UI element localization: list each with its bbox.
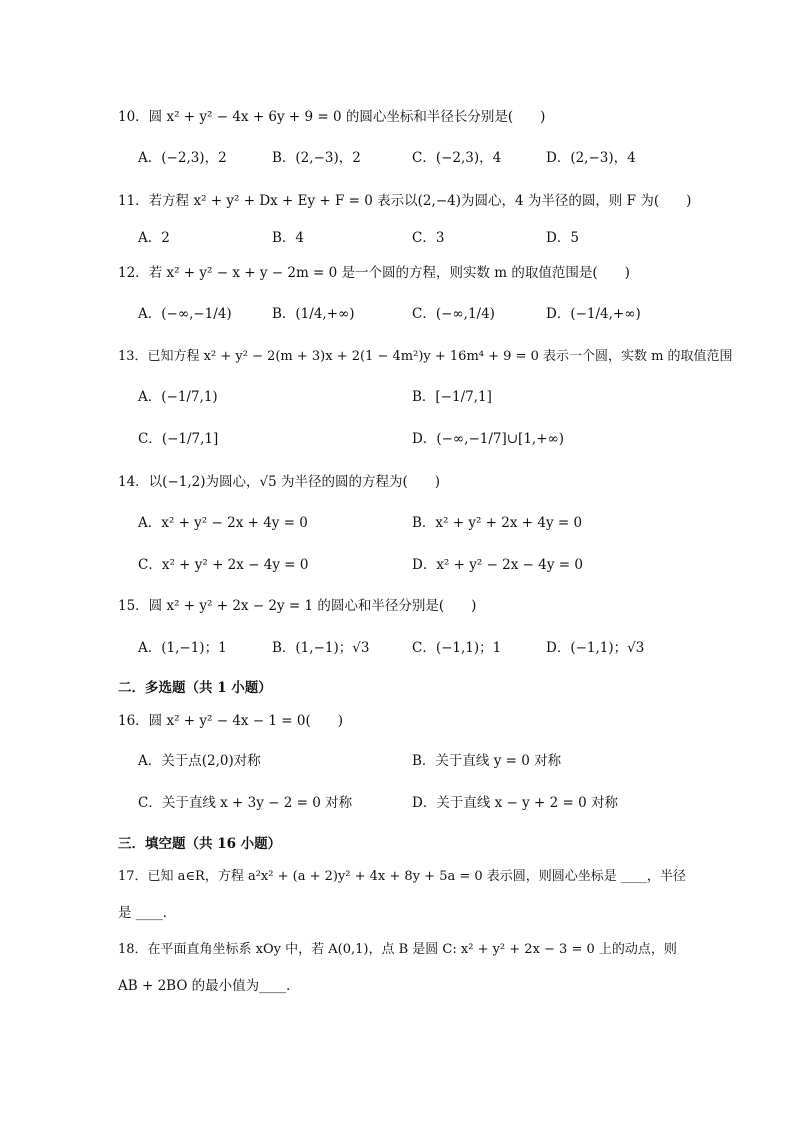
q13-option-d: D．(−∞,−1/7]∪[1,+∞) <box>412 431 565 447</box>
q12-option-b: B．(1/4,+∞) <box>272 306 355 322</box>
q13-option-c: C．(−1/7,1] <box>138 431 219 447</box>
q16-option-b: B．关于直线 y = 0 对称 <box>412 753 562 769</box>
q11-option-d: D．5 <box>546 230 579 246</box>
q11-option-b: B．4 <box>272 230 305 246</box>
q10-option-c: C．(−2,3)，4 <box>412 150 502 166</box>
question-10-stem: 10．圆 x² + y² − 4x + 6y + 9 = 0 的圆心坐标和半径长分别是( ) <box>118 109 546 125</box>
q10-option-b: B．(2,−3)，2 <box>272 150 361 166</box>
q14-option-b: B．x² + y² + 2x + 4y = 0 <box>412 515 583 531</box>
q10-option-a: A．(−2,3)，2 <box>138 150 227 166</box>
question-16-stem: 16．圆 x² + y² − 4x − 1 = 0( ) <box>118 713 344 729</box>
q12-option-a: A．(−∞,−1/4) <box>138 306 232 322</box>
q15-option-d: D．(−1,1)；√3 <box>546 640 645 656</box>
question-17-stem: 17．已知 a∈R，方程 a²x² + (a + 2)y² + 4x + 8y + 5a = 0 表示圆，则圆心坐标是 ____，半径 <box>118 869 686 884</box>
q13-option-b: B．[−1/7,1] <box>412 389 492 405</box>
question-17-stem-cont: 是 ____． <box>118 905 177 921</box>
q14-option-d: D．x² + y² − 2x − 4y = 0 <box>412 557 583 573</box>
q15-option-a: A．(1,−1)；1 <box>138 640 227 656</box>
q12-option-d: D．(−1/4,+∞) <box>546 306 641 322</box>
q11-option-c: C．3 <box>412 230 445 246</box>
q12-option-c: C．(−∞,1/4) <box>412 306 495 322</box>
question-14-stem: 14．以(−1,2)为圆心，√5 为半径的圆的方程为( ) <box>118 474 441 490</box>
question-12-stem: 12．若 x² + y² − x + y − 2m = 0 是一个圆的方程，则实数 m 的取值范围是( ) <box>118 265 630 281</box>
section-heading-multi-choice: 二．多选题（共 1 小题） <box>118 680 272 696</box>
q11-option-a: A．2 <box>138 230 170 246</box>
question-18-stem-cont: AB + 2BO 的最小值为____． <box>118 978 300 994</box>
section-heading-fill-in: 三．填空题（共 16 小题） <box>118 836 282 852</box>
question-13-stem: 13．已知方程 x² + y² − 2(m + 3)x + 2(1 − 4m²)y + 16m⁴ + 9 = 0 表示一个圆，实数 m 的取值范围 <box>118 349 733 364</box>
q14-option-a: A．x² + y² − 2x + 4y = 0 <box>138 515 308 531</box>
question-15-stem: 15．圆 x² + y² + 2x − 2y = 1 的圆心和半径分别是( ) <box>118 598 477 614</box>
q13-option-a: A．(−1/7,1) <box>138 389 218 405</box>
q16-option-c: C．关于直线 x + 3y − 2 = 0 对称 <box>138 795 353 811</box>
question-18-stem: 18．在平面直角坐标系 xOy 中，若 A(0,1)，点 B 是圆 C: x² + y² + 2x − 3 = 0 上的动点，则 <box>118 942 677 957</box>
q16-option-d: D．关于直线 x − y + 2 = 0 对称 <box>412 795 619 811</box>
question-11-stem: 11．若方程 x² + y² + Dx + Ey + F = 0 表示以(2,−4)为圆心，4 为半径的圆，则 F 为( ) <box>118 193 692 209</box>
q16-option-a: A．关于点(2,0)对称 <box>138 753 261 769</box>
q14-option-c: C．x² + y² + 2x − 4y = 0 <box>138 557 309 573</box>
q15-option-b: B．(1,−1)；√3 <box>272 640 370 656</box>
q15-option-c: C．(−1,1)；1 <box>412 640 502 656</box>
q10-option-d: D．(2,−3)，4 <box>546 150 636 166</box>
